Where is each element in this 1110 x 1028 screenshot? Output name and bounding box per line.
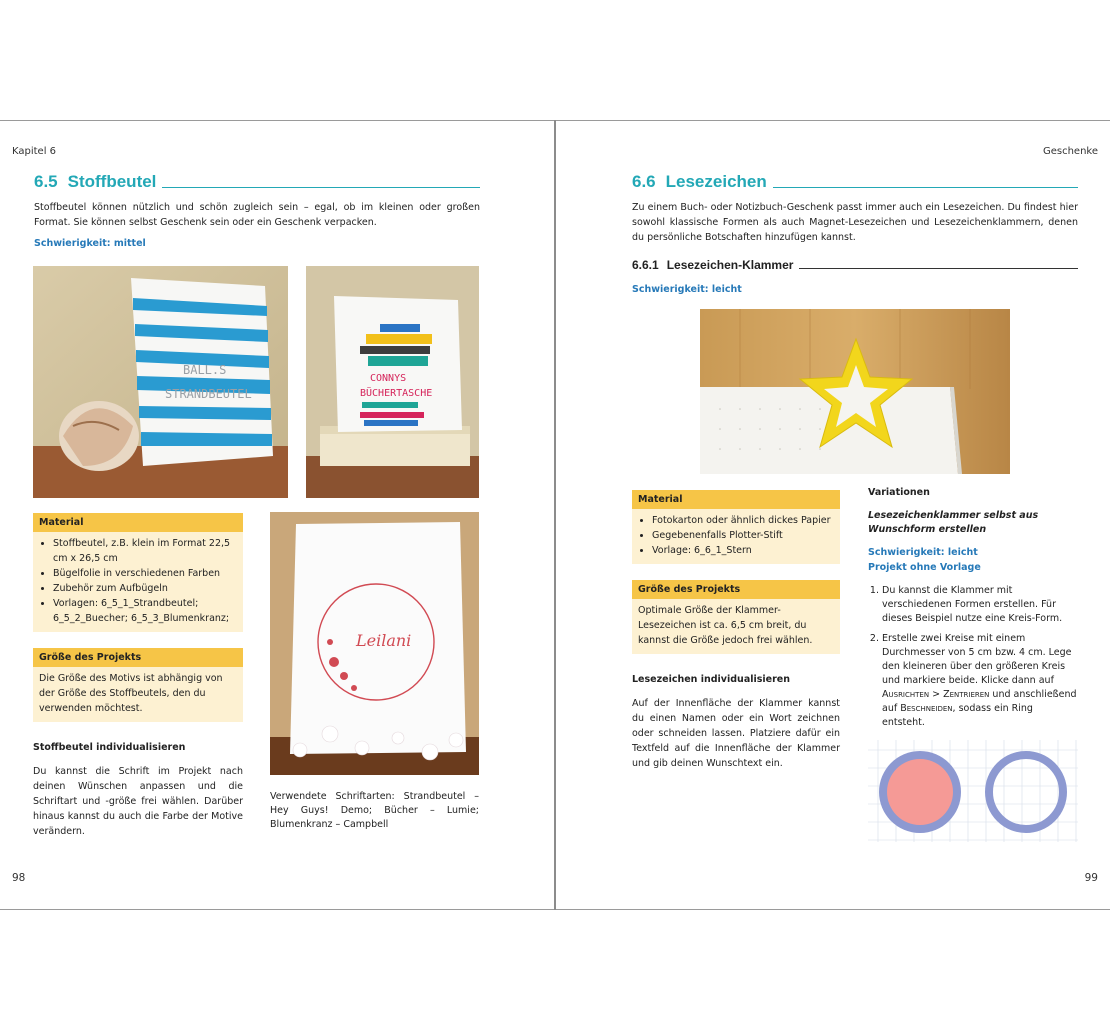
size-box-title: Größe des Projekts — [33, 648, 243, 667]
size-box-text: Optimale Größe der Klammer-Lesezeichen ist ca. 6,5 cm breit, du kannst die Größe jedoch frei wählen. — [632, 599, 840, 654]
material-item: • Vorlage: 6_6_1_Stern — [652, 543, 834, 558]
bag2-line2: BÜCHERTASCHE — [360, 388, 433, 399]
material-box-body — [33, 532, 243, 632]
material-box-title: Material — [632, 490, 840, 509]
subsection-rule — [799, 268, 1078, 269]
step-2-text-c: und anschließend auf — [882, 689, 1077, 714]
variations-subtitle: Lesezeichenklammer selbst aus Wunschform erstellen — [868, 510, 1039, 535]
material-box-body — [632, 509, 840, 564]
material-item: • Fotokarton oder ähnlich dickes Papier — [652, 513, 834, 528]
inner-circle — [887, 759, 953, 825]
photo-star-bookmark — [700, 309, 1010, 474]
section-heading-lesezeichen — [632, 172, 1078, 192]
page-number-right: 99 — [1084, 872, 1098, 884]
subsection-heading — [632, 258, 1078, 272]
size-box — [632, 580, 840, 654]
right-page — [556, 120, 1110, 910]
difficulty-label: Schwierigkeit: mittel — [34, 238, 146, 249]
variations-difficulty: Schwierigkeit: leicht — [868, 547, 978, 558]
section-title: Stoffbeutel — [67, 172, 157, 191]
photo-book-bag — [306, 266, 479, 498]
section-heading-stoffbeutel — [34, 172, 480, 192]
step-1: 1. Du kannst die Klammer mit verschiedenen Formen erstellen. Für dieses Beispiel nutze eine Kreis-Form. — [882, 584, 1078, 626]
intro-paragraph: Zu einem Buch- oder Notizbuch-Geschenk passt immer auch ein Lesezeichen. Du findest hier sowohl klassische Formen als auch Magnet-Lesezeichen und Lesezeichenklammern, denen du persönliche Botschaften hinzufügen kannst. — [632, 202, 1078, 243]
step-2-text-a: Erstelle zwei Kreise mit einem Durchmesser von 5 cm bzw. 4 cm. Lege den kleineren über den größeren Kreis und markiere beide. Klicke dann auf — [882, 633, 1072, 686]
difficulty-label: Schwierigkeit: leicht — [632, 284, 742, 295]
fonts-caption: Verwendete Schriftarten: Strandbeutel – Hey Guys! Demo; Bücher – Lumie; Blumenkranz – Campbell — [270, 791, 479, 830]
material-item: • Gegebenenfalls Plotter-Stift — [652, 528, 834, 543]
step-2-menu-path: Ausrichten > Zentrieren — [882, 689, 990, 700]
size-box-text: Die Größe des Motivs ist abhängig von der Größe des Stoffbeutels, den du verwenden möchtest. — [33, 667, 243, 722]
step-2-command: Beschneiden — [900, 703, 953, 714]
customize-heading: Stoffbeutel individualisieren — [33, 742, 186, 753]
material-item: • Vorlagen: 6_5_1_Strandbeutel; 6_5_2_Buecher; 6_5_3_Blumenkranz; — [53, 596, 237, 626]
bag2-line1: CONNYS — [370, 373, 407, 384]
variations-steps — [868, 584, 1078, 736]
section-number: 6.6 — [632, 172, 656, 191]
heading-rule — [773, 187, 1078, 188]
material-box — [632, 490, 840, 564]
subsection-number: 6.6.1 — [632, 258, 659, 272]
subsection-title: Lesezeichen-Klammer — [666, 258, 794, 272]
bag3-text: Leilani — [356, 631, 412, 650]
bag1-line2: STRANDBEUTEL — [165, 387, 252, 401]
section-number: 6.5 — [34, 172, 58, 191]
left-page — [0, 120, 554, 910]
material-item: • Zubehör zum Aufbügeln — [53, 581, 237, 596]
material-item: • Stoffbeutel, z.B. klein im Format 22,5 cm x 26,5 cm — [53, 536, 237, 566]
step-2 — [882, 632, 1078, 730]
bag1-line1: BALL.S — [183, 363, 227, 377]
material-box-title: Material — [33, 513, 243, 532]
size-box-title: Größe des Projekts — [632, 580, 840, 599]
photo-wreath-bag — [270, 512, 479, 775]
customize-paragraph: Auf der Innenfläche der Klammer kannst du einen Namen oder ein Wort zeichnen oder schneiden lassen. Platziere dafür ein Textfeld auf die Innenfläche der Klammer und gib deinen Wunschtext ein. — [632, 698, 840, 769]
material-box — [33, 513, 243, 632]
customize-heading: Lesezeichen individualisieren — [632, 674, 790, 685]
heading-rule — [162, 187, 480, 188]
running-head-right: Geschenke — [1042, 146, 1098, 157]
size-box — [33, 648, 243, 722]
running-head-left: Kapitel 6 — [12, 146, 57, 157]
photo-beach-bag — [33, 266, 288, 498]
intro-paragraph: Stoffbeutel können nützlich und schön zugleich sein – egal, ob im kleinen oder großen Format. Sie können selbst Geschenk sein oder ein Geschenk verpacken. — [34, 202, 480, 228]
variations-template: Projekt ohne Vorlage — [868, 562, 981, 573]
circles-illustration — [868, 740, 1078, 842]
customize-paragraph: Du kannst die Schrift im Projekt nach deinen Wünschen anpassen und die Schriftart und -größe frei wählen. Darüber hinaus kannst du auch die Farbe der Motive verändern. — [33, 766, 243, 837]
ring-result — [989, 755, 1063, 829]
step-2-text-e: , sodass ein Ring entsteht. — [882, 703, 1033, 728]
material-item: • Bügelfolie in verschiedenen Farben — [53, 566, 237, 581]
page-number-left: 98 — [12, 872, 26, 884]
variations-heading: Variationen — [868, 487, 930, 498]
section-title: Lesezeichen — [665, 172, 767, 191]
